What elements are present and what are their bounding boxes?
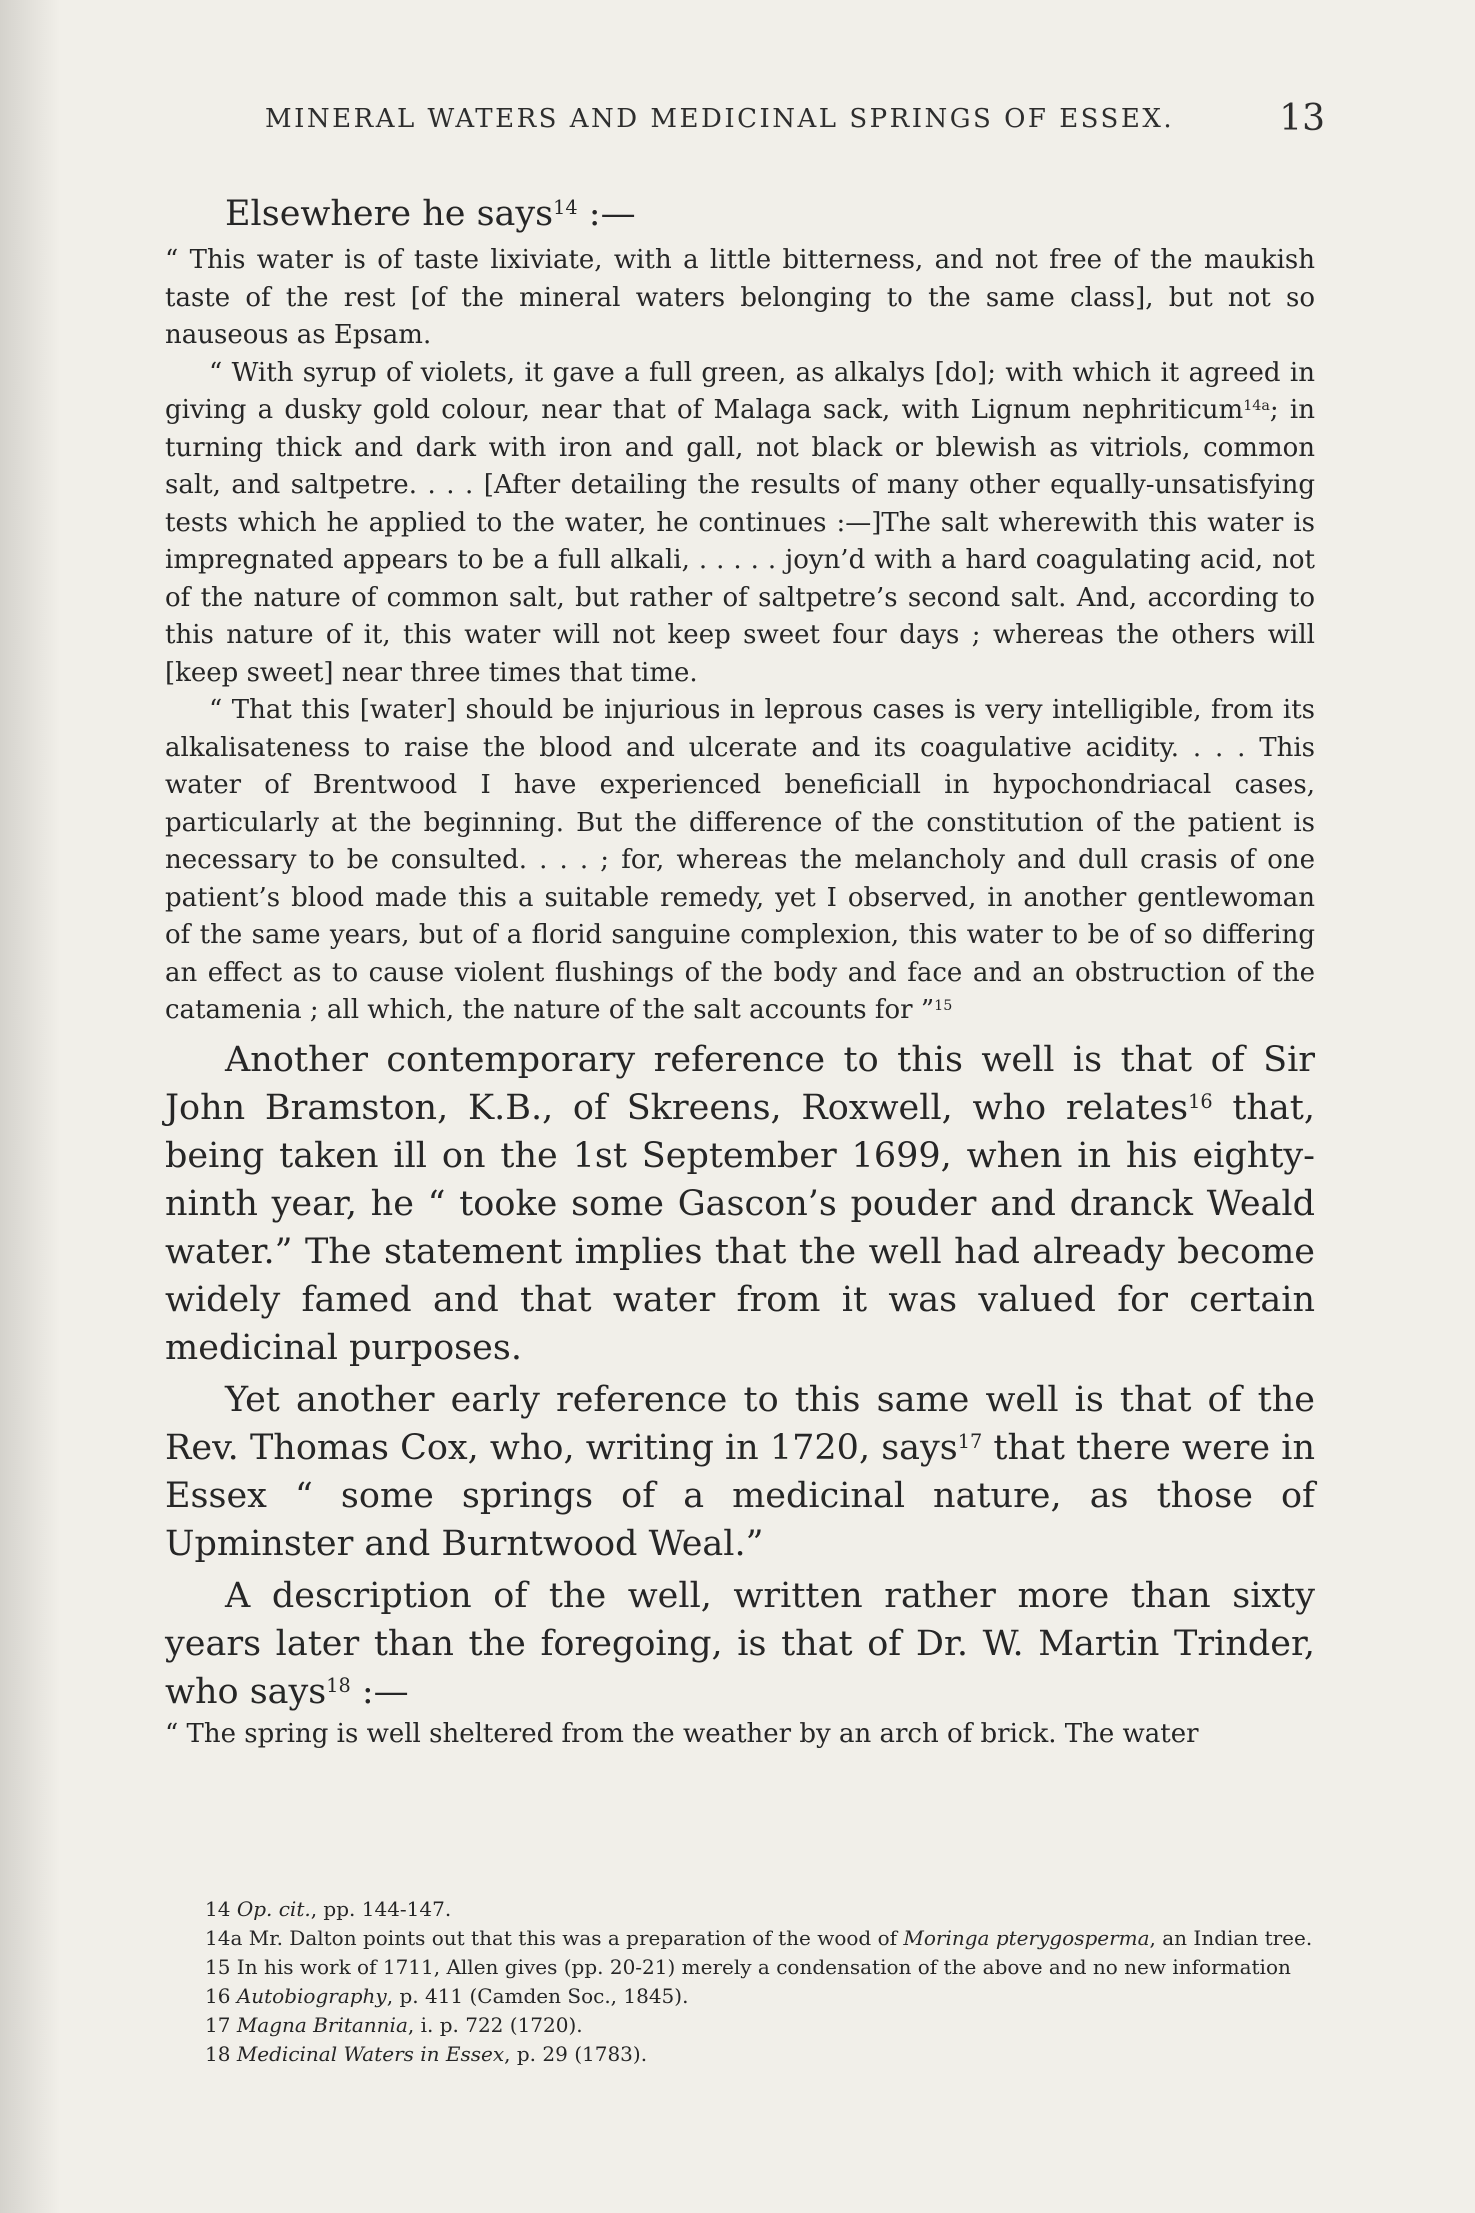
footnote-15: 15 In his work of 1711, Allen gives (pp. 20-21) merely a condensation of the above and no new information (205, 1955, 1291, 1979)
footnote-16: 16 Autobiography, p. 411 (Camden Soc., 1845). (205, 1984, 689, 2008)
block-quote-1 (165, 242, 1315, 1030)
page-edge-shadow (0, 0, 60, 2213)
paragraph-cox: Yet another early reference to this same well is that of the Rev. Thomas Cox, who, writing in 1720, says$^{17}$ that there were in Essex “ some springs of a medicinal nature, as those of Upminster and Burntwood Weal.” (165, 1379, 1315, 1564)
footnote-ref-16: 16 (1188, 1089, 1213, 1113)
running-title: MINERAL WATERS AND MEDICINAL SPRINGS OF ESSEX. (265, 104, 1175, 134)
footnotes (165, 1895, 1315, 2069)
footnote-ref-17: 17 (957, 1429, 983, 1453)
paragraph-trinder: A description of the well, written rather more than sixty years later than the foregoing, is that of Dr. W. Martin Trinder, who says$^{18}$ :— (165, 1575, 1315, 1712)
footnote-ref-15: 15 (934, 998, 953, 1015)
footnote-18: 18 Medicinal Waters in Essex, p. 29 (1783). (205, 2042, 648, 2066)
footnote-14a: 14a Mr. Dalton points out that this was a preparation of the wood of Moringa pterygosperma, an Indian tree. (205, 1926, 1313, 1950)
body-paragraphs (165, 1036, 1315, 1716)
block-quote-2 (165, 1716, 1315, 1754)
paragraph-bramston: Another contemporary reference to this well is that of Sir John Bramston, K.B., of Skreens, Roxwell, who relates$^{16}$ that, being taken ill on the 1st September 1699, when in his eighty-ninth year, he “ tooke some Gascon’s pouder and dranck Weald water.” The statement implies that the well had already become widely famed and that water from it was valued for certain medicinal purposes. (165, 1039, 1315, 1368)
running-header (265, 98, 1325, 139)
quote-paragraph-2: “ With syrup of violets, it gave a full green, as alkalys [do]; with which it agreed in giving a dusky gold colour, near that of Malaga sack, with Lignum nephriticum$^{14a}$; in turning thick and dark with iron and gall, not black or blewish as vitriols, common salt, and saltpetre. . . . [After detailing the results of many other equally-unsatisfying tests which he applied to the water, he continues :—]The salt wherewith this water is impregnated appears to be a full alkali, . . . . . joyn’d with a hard coagulating acid, not of the nature of common salt, but rather of saltpetre’s second salt. And, according to this nature of it, this water will not keep sweet four days ; whereas the others will [keep sweet] near three times that time. (165, 357, 1315, 688)
footnote-17: 17 Magna Britannia, i. p. 722 (1720). (205, 2013, 583, 2037)
footnote-ref-14a: 14a (1243, 398, 1270, 415)
footnote-ref-18: 18 (326, 1673, 351, 1697)
footnote-ref-14: 14 (553, 196, 578, 220)
main-text (165, 190, 1315, 1753)
quote-paragraph-1: “ This water is of taste lixiviate, with a little bitterness, and not free of the maukish taste of the rest [of the mineral waters belonging to the same class], but not so nauseous as Epsam. (165, 245, 1315, 350)
quote-paragraph-3: “ That this [water] should be injurious in leprous cases is very intelligible, from its alkalisateness to raise the blood and ulcerate and its coagulative acidity. . . . This water of Brentwood I have experienced beneficiall in hypochondriacal cases, particularly at the beginning. But the difference of the constitution of the patient is necessary to be consulted. . . . ; for, whereas the melancholy and dull crasis of one patient’s blood made this a suitable remedy, yet I observed, in another gentlewoman of the same years, but of a florid sanguine complexion, this water to be of so differing an effect as to cause violent flushings of the body and face and an obstruction of the catamenia ; all which, the nature of the salt accounts for ”$^{15}$ (165, 695, 1315, 1025)
footnote-14: 14 Op. cit., pp. 144-147. (205, 1897, 452, 1921)
page-number: 13 (1279, 98, 1325, 139)
intro-line: Elsewhere he says$^{14}$ :— (225, 194, 636, 234)
quote-paragraph-4: “ The spring is well sheltered from the weather by an arch of brick. The water (165, 1718, 1199, 1749)
